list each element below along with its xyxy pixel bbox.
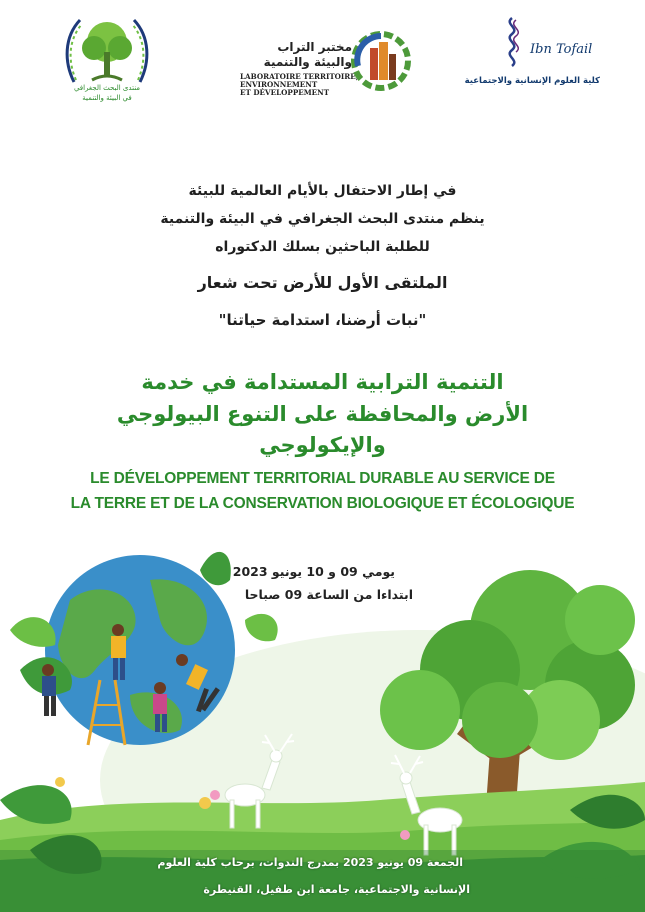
intro-line-1: في إطار الاحتفال بالأيام العالمية للبيئة (188, 183, 457, 199)
university-script-name: Ibn Tofail (530, 42, 593, 57)
intro-line-3: للطلبة الباحثين بسلك الدكتوراه (215, 239, 430, 255)
lab-arabic-line-1: مختبر التراب (277, 40, 352, 54)
theme-arabic-line-3: والإيكولوجي (259, 433, 386, 457)
theme-arabic-line-2: الأرض والمحافظة على التنوع البيولوجي (116, 402, 529, 426)
venue-line-1: الجمعة 09 يونيو 2023 بمدرج الندوات، برحاب كلية العلوم (157, 856, 463, 869)
gear-building-icon (350, 26, 412, 96)
research-forum-logo (62, 12, 152, 117)
lab-french-line-1: LABORATOIRE TERRITOIRE, (240, 72, 359, 81)
event-title: الملتقى الأول للأرض تحت شعار (197, 273, 448, 292)
event-start-time: ابتداءا من الساعة 09 صباحا (244, 587, 413, 602)
theme-french-line-2: LA TERRE ET DE LA CONSERVATION BIOLOGIQUE ET ÉCOLOGIQUE (70, 495, 575, 512)
lab-french-line-3: ET DÉVELOPPEMENT (240, 88, 330, 97)
venue-line-2: الإنسانية والاجتماعية، جامعة ابن طفيل، القنيطرة (203, 883, 470, 896)
forum-logo-caption-1: منتدى البحث الجغرافي (73, 84, 141, 92)
faculty-logo (464, 14, 600, 94)
earth-globe-icon (45, 555, 235, 745)
intro-line-2: ينظم منتدى البحث الجغرافي في البيئة والتنمية (160, 211, 485, 227)
faculty-arabic-name: كلية العلوم الإنسانية والاجتماعية (464, 76, 600, 86)
lab-arabic-line-2: والبيئة والتنمية (263, 55, 352, 69)
tree-emblem-icon (62, 12, 152, 92)
event-slogan: "نبات أرضنا، استدامة حياتنا" (218, 311, 427, 329)
laboratory-logo (232, 18, 412, 103)
theme-french-line-1: LE DÉVELOPPEMENT TERRITORIAL DURABLE AU SERVICE DE (90, 470, 555, 487)
forum-logo-caption-2: في البيئة والتنمية (82, 94, 132, 102)
theme-arabic-line-1: التنمية الترابية المستدامة في خدمة (141, 370, 504, 394)
event-dates: يومي 09 و 10 يونيو 2023 (232, 564, 395, 579)
lab-french-line-2: ENVIRONNEMENT (240, 80, 318, 89)
